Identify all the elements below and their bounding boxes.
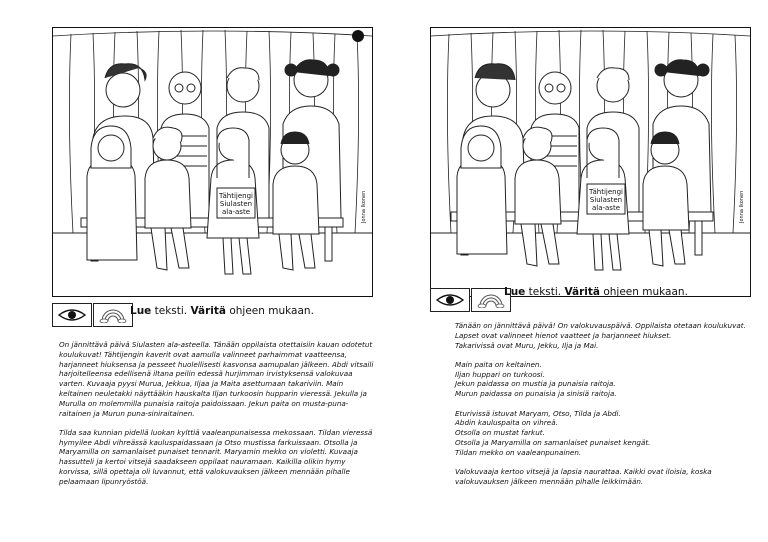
artist-credit: Jonna Ikonen [361, 190, 367, 223]
story-line: varten. Kuvaaja pyysi Murua, Jekkua, Iljaa ja Maita asettumaan takariviin. Main [59, 379, 344, 389]
story-line: Abdin kauluspaita on vihreä. [455, 418, 558, 428]
instruction-lue: Lue [504, 286, 526, 298]
instruction-icons [52, 303, 133, 327]
instruction-icons [430, 288, 511, 312]
instruction-varita: Väritä [564, 286, 601, 298]
story-paragraph [59, 340, 379, 418]
story-line: valokuvauksen jälkeen mennään pihalle leikkimään. [455, 476, 644, 486]
story-line: Valokuvaaja kertoo vitsejä ja lapsia naurattaa. Kaikki ovat iloisia, koska [455, 467, 712, 477]
story-line: Murulla on molemmilla punaisia raitoja paidoissaan. Jekun paita on musta-puna- [59, 398, 349, 408]
story-line: koulukuvat! Tähtijengin kaverit ovat aamulla valinneet parhaimmat vaatteensa, [59, 349, 347, 359]
story-line: Lapset ovat valinneet hienot vaatteet ja harjanneet hiukset. [455, 330, 672, 340]
class-sign [217, 188, 255, 218]
story-line: pelaamaan lipunryöstöä. [59, 476, 149, 486]
rainbow-icon [93, 303, 133, 327]
coloring-picture-right [430, 27, 751, 297]
story-line: Main paita on keltainen. [455, 359, 542, 369]
story-line: Otsolla on mustat farkut. [455, 428, 545, 438]
sign-line-2: Siulasten [219, 200, 253, 208]
story-line: hymyilee Abdi vihreässä kauluspaidassaan ja Otso mustissa farkuissaan. Otsolla ja [59, 437, 358, 447]
instruction-lue: Lue [130, 305, 152, 317]
class-photo-drawing [431, 28, 750, 296]
sign-line-3: ala-aste [591, 204, 621, 212]
story-paragraph [455, 467, 755, 487]
story-line: keltainen neuletakki näyttääkin hauskalta Iljan turkoosin hupparin vieressä. Jekulla ja [59, 388, 367, 398]
story-line: Tilda saa kunnian pidellä luokan kylttiä vaaleanpunaisessa mekossaan. Tildan vieressä [59, 427, 373, 437]
story-line: Iljan huppari on turkoosi. [455, 369, 545, 379]
story-line: On jännittävä päivä Siulasten ala-asteella. Tänään oppilaista otettaisiin kauan odotetut [59, 340, 373, 349]
coloring-picture-left [52, 27, 373, 297]
story-line: Murun paidassa on punaisia ja sinisiä raitoja. [455, 389, 617, 399]
instruction-teksti: teksti. [525, 286, 565, 298]
story-line: harjanneet hiuksensa ja pesseet huolellisesti kasvonsa aamupalan jälkeen. Abdi vitsaili [59, 359, 374, 369]
class-sign [587, 184, 625, 214]
instruction-teksti: teksti. [151, 305, 191, 317]
sign-line-1: Tähtijengi [589, 188, 623, 196]
story-line: Takarivissä ovat Muru, Jekku, Ilja ja Mai. [455, 340, 599, 350]
story-text-right [455, 321, 755, 496]
story-line: Otsolla ja Maryamilla on samanlaiset punaiset kengät. [455, 437, 651, 447]
story-line: Tildan mekko on vaaleanpunainen. [455, 447, 582, 457]
artist-credit: Jonna Ikonen [739, 190, 745, 223]
story-line: Maryamilla on samanlaiset punaiset tennarit. Maryamin mekko on violetti. Kuvaaja [59, 447, 358, 457]
class-photo-drawing [53, 28, 372, 296]
story-paragraph [59, 428, 379, 487]
story-line: raitainen ja Murun puna-siniraitainen. [59, 408, 195, 418]
worksheet-right [384, 0, 768, 542]
story-line: Eturivissä istuvat Maryam, Otso, Tilda ja Abdi. [455, 408, 621, 418]
story-line: harjoitelleensa edellisenä iltana peilin edessä hurjimman irvistyksensä valokuvaa [59, 369, 353, 379]
instruction-text [504, 286, 688, 298]
story-paragraph [455, 409, 755, 458]
story-paragraph [455, 321, 755, 350]
sign-line-1: Tähtijengi [219, 192, 253, 200]
sign-line-2: Siulasten [589, 196, 623, 204]
sun-corner-icon [352, 30, 364, 42]
story-line: hassutteli ja kertoi vitsejä saadakseen oppilaat nauramaan. Kaikilla olikin hymy [59, 457, 346, 467]
instruction-text [130, 305, 314, 317]
story-text-left [59, 340, 379, 496]
instruction-rest: ohjeen mukaan. [226, 305, 314, 317]
story-line: Tänään on jännittävä päivä! On valokuvauspäivä. Oppilaista otetaan koulukuvat. [455, 321, 746, 330]
moon-corner-icon [729, 30, 743, 43]
story-paragraph [455, 360, 755, 399]
instruction-rest: ohjeen mukaan. [600, 286, 688, 298]
instruction-varita: Väritä [190, 305, 227, 317]
story-line: korvissa, sillä opettaja oli luvannut, että valokuvauksen jälkeen mennään pihalle [59, 467, 350, 477]
eye-icon [52, 303, 92, 327]
sign-line-3: ala-aste [221, 208, 251, 216]
eye-icon [430, 288, 470, 312]
story-line: Jekun paidassa on mustia ja punaisia raitoja. [455, 379, 616, 389]
